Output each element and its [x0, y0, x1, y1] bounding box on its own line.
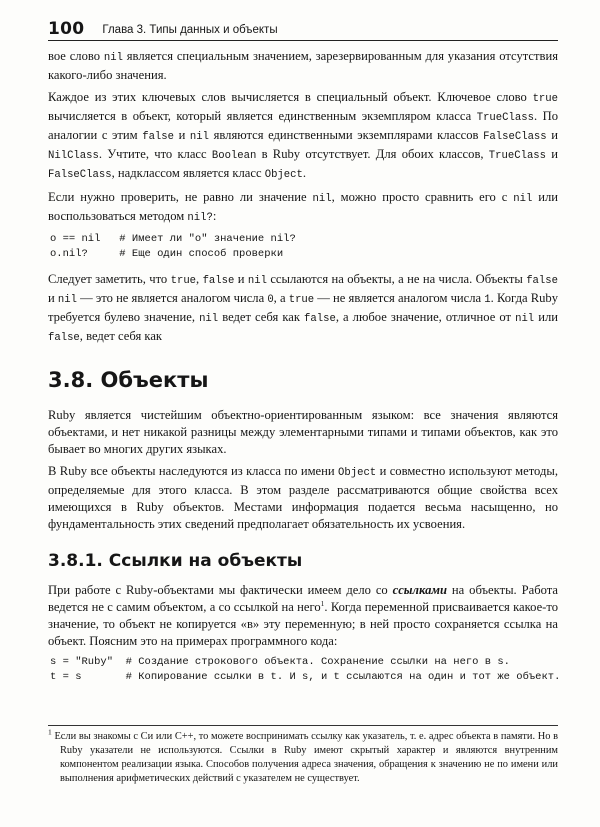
intro-paragraph-1: вое слово nil является специальным значением, зарезервированным для указания отсутствия какого-либо значения.: [48, 49, 558, 82]
footnote-mark: 1: [48, 727, 52, 737]
section-paragraph-1: Ruby является чистейшим объектно-ориентированным языком: все значения являются объектами, и нет никакой разницы между элементарными типами и типами объектов, как это бывает во многих других языках.: [48, 408, 558, 456]
footnote-area: [48, 725, 558, 786]
page-number: 100: [48, 19, 85, 39]
code-block-nil-check: o == nil # Имеет ли "o" значение nil? o.nil? # Еще один способ проверки: [50, 233, 296, 260]
subsection-heading: 3.8.1. Ссылки на объекты: [48, 551, 303, 571]
footnote-rule: [48, 725, 558, 726]
section-paragraph-2: В Ruby все объекты наследуются из класса по имени Object и совместно используют методы, определяемые для этого класса. В этом разделе рассматриваются общие свойства всех имеющихся в Ruby объектов. Местами информация подается весьма насыщенно, но фундаментальность этих сведений предполагает обязательность их усвоения.: [48, 464, 558, 531]
subsection-paragraph-1: При работе с Ruby-объектами мы фактически имеем дело со ссылками на объекты. Работа ведется не с самим объектом, а со ссылкой на него$^1$. Когда переменной присваивается какое-то значение, то объект не копируется «в» эту переменную; в ней просто сохраняется ссылка на объект. Поясним это на примерах программного кода:: [48, 583, 558, 648]
intro-paragraph-2: Каждое из этих ключевых слов вычисляется в специальный объект. Ключевое слово true вычисляется в объект, который является единственным экземпляром класса TrueClass. По аналогии с этим false и nil являются единственными экземплярами классов FalseClass и NilClass. Учтите, что класс Boolean в Ruby отсутствует. Для обоих классов, TrueClass и FalseClass, надклассом является класс Object.: [48, 90, 558, 181]
code-block-references: s = "Ruby" # Создание строкового объекта. Сохранение ссылки на него в s. t = s # Копирование ссылки в t. И s, и t ссылаются на один и тот же объект.: [50, 656, 561, 683]
footnote-text: $^1$ Если вы знакомы с Си или C++, то можете воспринимать ссылку как указатель, т. е. адрес объекта в памяти. Но в Ruby указатели не используются. Ссылки в Ruby имеют скрытый характер и являются внутренним компонентом реализации языка. Способов получения адреса значения, обращения к значению не по имени или выполнения арифметических действий с указателем не существует.: [48, 727, 558, 784]
intro-paragraph-4: Следует заметить, что true, false и nil ссылаются на объекты, а не на числа. Объекты false и nil — это не является аналогом числа 0, а true — не является аналогом числа 1. Когда Ruby требуется булево значение, nil ведет себя как false, а любое значение, отличное от nil или false, ведет себя как: [48, 272, 559, 344]
chapter-title: Глава 3. Типы данных и объекты: [102, 24, 278, 36]
footnote-reference[interactable]: 1: [320, 598, 325, 608]
header-rule: [48, 40, 558, 41]
emphasis-term: ссылками: [392, 583, 448, 597]
page-body: [48, 48, 561, 694]
intro-paragraph-3: Если нужно проверить, не равно ли значение nil, можно просто сравнить его с nil или воспользоваться методом nil?:: [48, 190, 559, 224]
running-header: [48, 14, 558, 38]
section-heading: 3.8. Объекты: [48, 368, 209, 392]
